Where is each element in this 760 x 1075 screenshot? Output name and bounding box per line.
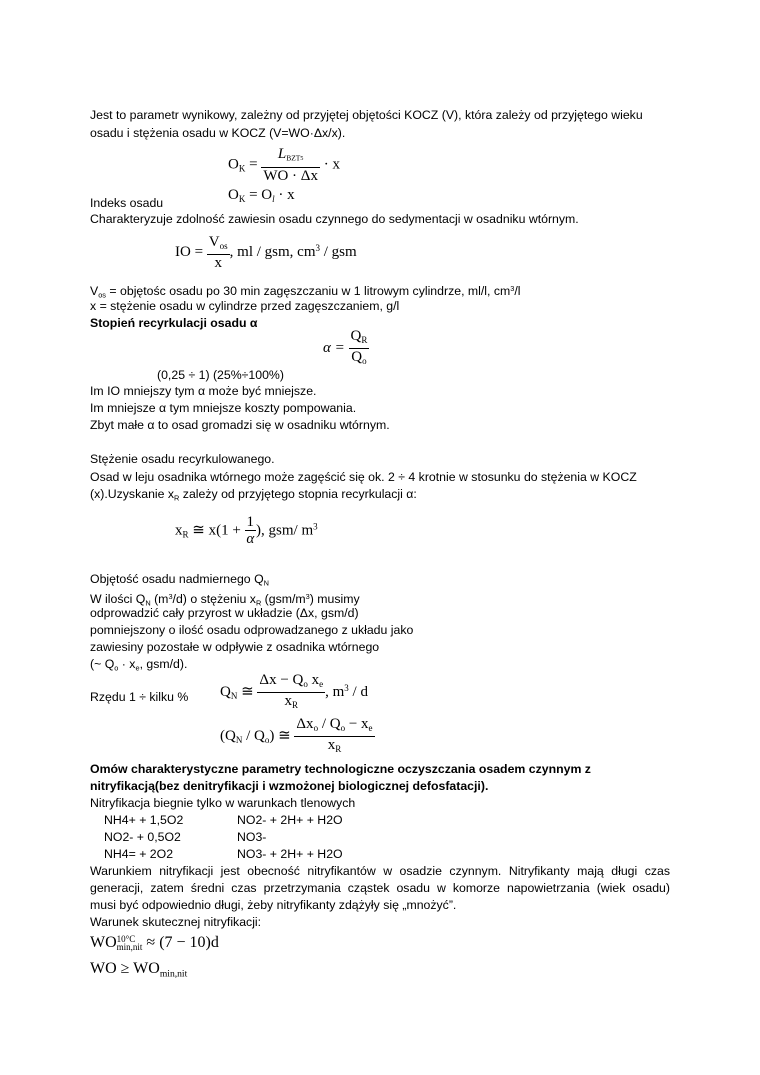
reaction-3-left: NH4= + 2O2 xyxy=(104,847,174,861)
reaction-3-right: NO3- + 2H+ + H2O xyxy=(237,847,343,861)
concentration-line-2: (x).Uzyskanie $x_R$ zależy od przyjętego stopnia recyrkulacji α: xyxy=(90,487,417,503)
recirculation-note-3: Zbyt małe α to osad gromadzi się w osadniku wtórnym. xyxy=(90,418,390,432)
excess-line-3: pomniejszony o ilość osadu odprowadzanego z układu jako xyxy=(90,623,414,637)
recirculation-title: Stopień recyrkulacji osadu α xyxy=(90,316,258,330)
io-formula: IO = $\frac{V_{os}}{x}$ , ml / gsm, $cm^3$ / gsm xyxy=(175,234,357,272)
ok-lhs: O xyxy=(228,156,239,173)
nitrification-para-3: musi być odpowiednio długi, żeby nitryfikanty zdążyły się „mnożyć”. xyxy=(90,898,457,912)
reaction-1-right: NO2- + 2H+ + H2O xyxy=(237,813,343,827)
excess-title: Objętość osadu nadmiernego $Q_N$ xyxy=(90,572,269,588)
reaction-1-left: NH4+ + 1,5O2 xyxy=(104,813,184,827)
nitrification-condition-label: Warunek skutecznej nitryfikacji: xyxy=(90,915,262,929)
rzedu-label: Rzędu 1 ÷ kilku % xyxy=(90,690,189,704)
concentration-line-1: Osad w leju osadnika wtórnego może zagęścić się ok. 2 ÷ 4 krotnie w stosunku do stężenia w KOCZ xyxy=(90,470,637,484)
xr-formula: $x_R$ ≅ x(1 + $\frac{1}{\alpha}$), gsm/ $m^3$ xyxy=(175,514,318,547)
excess-line-1: W ilości $Q_N$ $(m^3/d)$ o stężeniu $x_R$ $(gsm/m^3)$ musimy xyxy=(90,592,360,608)
recirculation-note-2: Im mniejsze α tym mniejsze koszty pompowania. xyxy=(90,401,357,415)
reaction-2-left: NO2- + 0,5O2 xyxy=(104,830,181,844)
concentration-title: Stężenie osadu recyrkulowanego. xyxy=(90,452,275,466)
nitrification-title-1: Omów charakterystyczne parametry technologiczne oczyszczania osadem czynnym z xyxy=(90,762,591,776)
qn-ratio-formula: $(Q_N / Q_o)$ ≅ $\frac{\Delta x_o / Q_o - x_e}{x_R}$ xyxy=(220,716,373,755)
intro-line-2: osadu i stężenia osadu w KOCZ (V=WO·Δx/x). xyxy=(90,126,346,140)
nitrification-para-1: Warunkiem nitryfikacji jest obecność nitryfikantów w osadzie czynnym. Nitryfikanty mają długi czas xyxy=(90,864,670,878)
indeks-description: Charakteryzuje zdolność zawiesin osadu czynnego do sedymentacji w osadniku wtórnym. xyxy=(90,212,579,226)
x-definition: x = stężenie osadu w cylindrze przed zagęszczaniem, g/l xyxy=(90,299,400,313)
alpha-range: (0,25 ÷ 1) (25%÷100%) xyxy=(157,368,284,382)
nitrification-para-2: generacji, zatem średni czas przetrzymania cząstek osadu w komorze napowietrzania (wiek osadu) xyxy=(90,881,670,895)
wo-min-formula: WO 10°C min,nit ≈ (7 − 10)d xyxy=(90,934,219,953)
nitrification-title-2: nitryfikacją(bez denitryfikacji i wzmożonej biologicznej defosfatacji). xyxy=(90,779,489,793)
excess-line-4: zawiesiny pozostałe w odpływie z osadnika wtórnego xyxy=(90,640,380,654)
intro-line-1: Jest to parametr wynikowy, zależny od przyjętej objętości KOCZ (V), która zależy od przyjętego wieku xyxy=(90,108,643,122)
ok-formula: $O_K$ = $\frac{L_{BZT5}}{WO \cdot \Delta x}$ · x xyxy=(228,146,340,185)
indeks-label: Indeks osadu xyxy=(90,196,164,210)
qn-formula: $Q_N$ ≅ $\frac{\Delta x - Q_o x_e}{x_R}$ , $m^3$ / d xyxy=(220,672,368,711)
recirculation-note-1: Im IO mniejszy tym α może być mniejsze. xyxy=(90,384,317,398)
wo-condition-formula: WO ≥ $WO_{min,nit}$ xyxy=(90,960,188,980)
ok-fraction: $\frac{L_{BZT5}}{WO \cdot \Delta x}$ xyxy=(263,146,318,185)
excess-line-2: odprowadzić cały przyrost w układzie (Δx, gsm/d) xyxy=(90,606,359,620)
nitrification-intro: Nitryfikacja biegnie tylko w warunkach tlenowych xyxy=(90,796,356,810)
ok-ol-formula: $O_K = O_l \cdot x$ xyxy=(228,187,295,205)
excess-line-5: (~ $Q_o \cdot x_e$, gsm/d). xyxy=(90,657,188,673)
reaction-2-right: NO3- xyxy=(237,830,267,844)
vos-definition: $V_{os}$ = objętośc osadu po 30 min zagęszczaniu w 1 litrowym cylindrze, ml/l, $cm^3/l$ xyxy=(90,284,521,300)
alpha-formula: α = $\frac{Q_R}{Q_o}$ xyxy=(323,328,368,367)
